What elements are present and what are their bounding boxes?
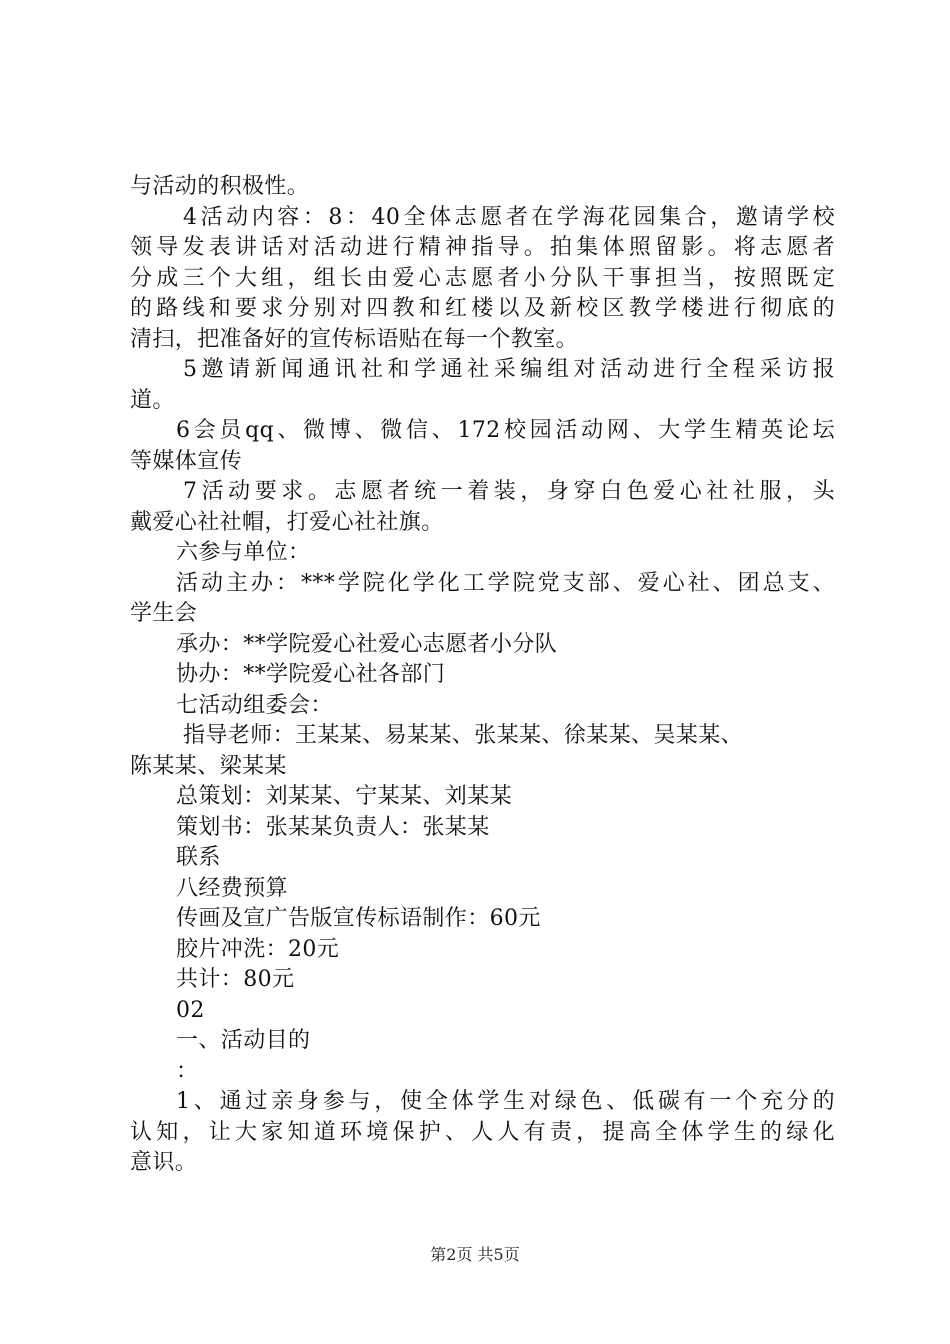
document-body xyxy=(130,172,835,1179)
paragraph-line: 7活动要求。志愿者统一着装，身穿白色爱心社社服，头 xyxy=(183,479,835,504)
paragraph-line: 4活动内容：8：40全体志愿者在学海花园集合，邀请学校 xyxy=(183,204,835,230)
paragraph-line: 传画及宣广告版宣传标语制作：60元 xyxy=(176,906,541,931)
paragraph-line: 02 xyxy=(176,997,205,1023)
paragraph-line: 与活动的积极性。 xyxy=(130,174,310,199)
section-heading: 七活动组委会： xyxy=(176,692,333,718)
paragraph-line: 的路线和要求分别对四教和红楼以及新校区教学楼进行彻底的 xyxy=(130,296,835,321)
paragraph-line: 戴爱心社社帽，打爱心社社旗。 xyxy=(130,509,444,535)
paragraph-line: 清扫，把准备好的宣传标语贴在每一个教室。 xyxy=(130,326,579,352)
section-heading: 八经费预算 xyxy=(176,875,289,901)
paragraph-line: ： xyxy=(176,1058,199,1084)
section-heading: 一、活动目的 xyxy=(176,1028,311,1053)
section-heading: 六参与单位： xyxy=(176,540,311,565)
paragraph-line: 陈某某、梁某某 xyxy=(130,753,287,779)
paragraph-line: 1、通过亲身参与，使全体学生对绿色、低碳有一个充分的 xyxy=(176,1089,835,1114)
paragraph-line: 等媒体宣传 xyxy=(130,448,243,474)
paragraph-line: 领导发表讲话对活动进行精神指导。拍集体照留影。将志愿者 xyxy=(130,235,835,260)
paragraph-line: 指导老师：王某某、易某某、张某某、徐某某、吴某某、 xyxy=(183,723,744,748)
paragraph-line: 6会员qq、微博、微信、172校园活动网、大学生精英论坛 xyxy=(176,418,835,443)
paragraph-line: 总策划：刘某某、宁某某、刘某某 xyxy=(176,784,513,809)
paragraph-line: 承办：**学院爱心社爱心志愿者小分队 xyxy=(176,631,558,657)
paragraph-line: 策划书：张某某负责人：张某某 xyxy=(176,814,490,840)
paragraph-line: 学生会 xyxy=(130,601,198,626)
paragraph-line: 分成三个大组，组长由爱心志愿者小分队干事担当，按照既定 xyxy=(130,265,835,291)
paragraph-line: 5邀请新闻通讯社和学通社采编组对活动进行全程采访报 xyxy=(183,357,835,382)
paragraph-line: 意识。 xyxy=(130,1150,198,1175)
paragraph-line: 联系 xyxy=(176,845,221,870)
paragraph-line: 协办：**学院爱心社各部门 xyxy=(176,662,446,687)
paragraph-line: 共计：80元 xyxy=(176,967,295,992)
paragraph-line: 道。 xyxy=(130,387,175,413)
paragraph-line: 认知，让大家知道环境保护、人人有责，提高全体学生的绿化 xyxy=(130,1119,835,1145)
page-number-footer: 第2页 共5页 xyxy=(430,1245,520,1264)
paragraph-line: 活动主办：***学院化学化工学院党支部、爱心社、团总支、 xyxy=(176,570,835,596)
paragraph-line: 胶片冲洗：20元 xyxy=(176,936,340,962)
